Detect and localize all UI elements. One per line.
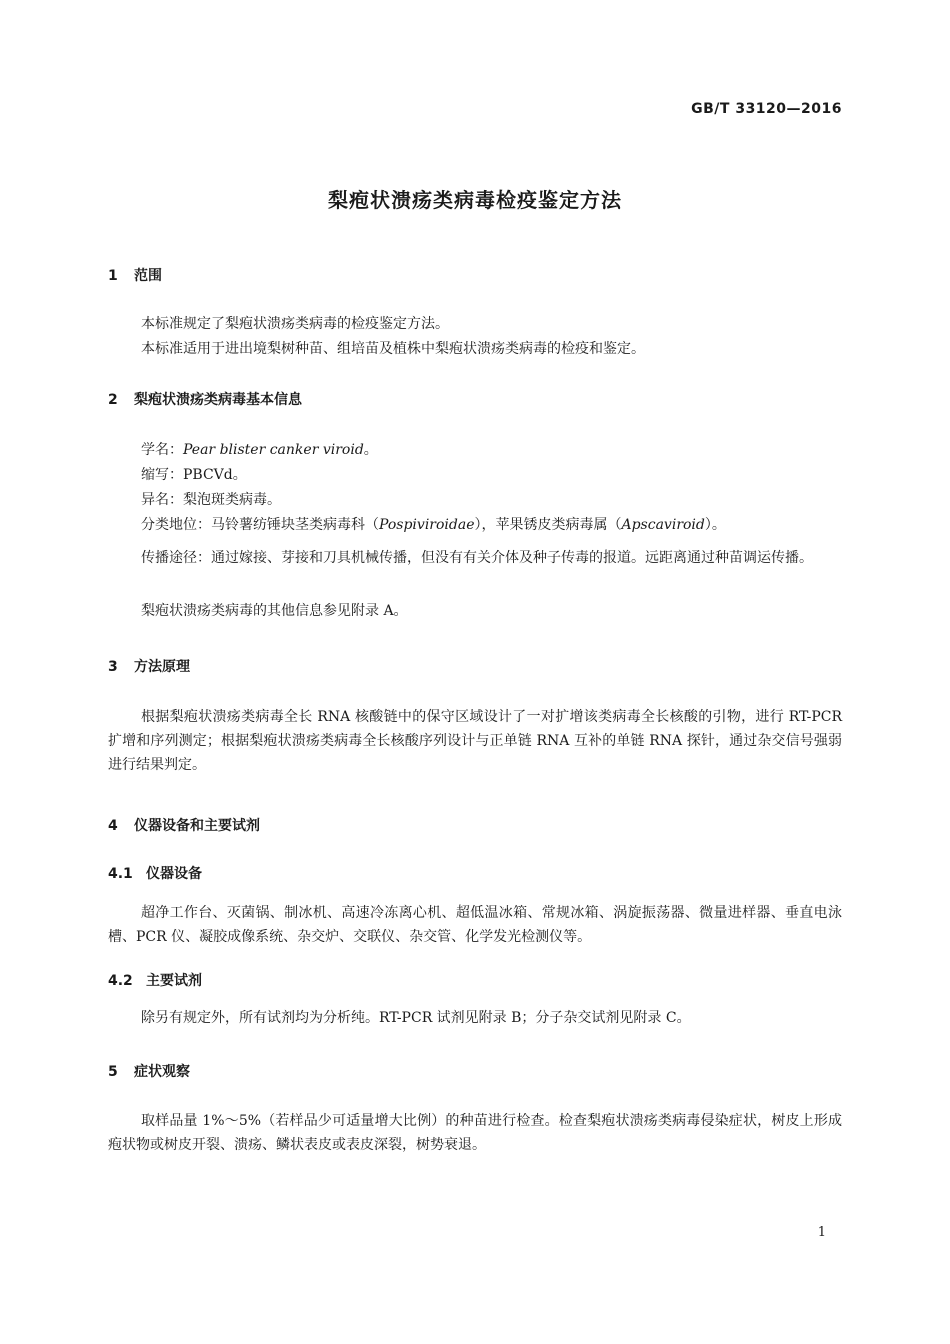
section-4-heading: [108, 815, 260, 835]
alias-line: 异名：梨泡斑类病毒。: [141, 492, 281, 508]
section-title: 方法原理: [134, 659, 190, 675]
section-number: 4: [108, 818, 118, 834]
section-title: 主要试剂: [146, 973, 202, 989]
section-3-paragraph: 根据梨疱状溃疡类病毒全长 RNA 核酸链中的保守区域设计了一对扩增该类病毒全长核酸的引物，进行 RT-PCR 扩增和序列测定；根据梨疱状溃疡类病毒全长核酸序列设计与正单链 RNA 互补的单链 RNA 探针，通过杂交信号强弱进行结果判定。: [108, 709, 842, 773]
taxonomy-text-a: 分类地位：马铃薯纺锤块茎类病毒科（: [141, 517, 379, 533]
taxonomy-text-b: ），苹果锈皮类病毒属（: [474, 517, 622, 533]
section-1-paragraph-2: 本标准适用于进出境梨树种苗、组培苗及植株中梨疱状溃疡类病毒的检疫和鉴定。: [141, 341, 645, 357]
taxonomy-text-c: ）。: [704, 517, 726, 533]
genus-name: Apscaviroid: [621, 517, 705, 533]
scientific-name: Pear blister canker viroid: [183, 442, 364, 458]
section-4-1-paragraph: 超净工作台、灭菌锅、制冰机、高速冷冻离心机、超低温冰箱、常规冰箱、涡旋振荡器、微量进样器、垂直电泳槽、PCR 仪、凝胶成像系统、杂交炉、交联仪、杂交管、化学发光检测仪等。: [108, 905, 842, 945]
section-4-2-heading: [108, 970, 202, 990]
standard-number: GB/T 33120—2016: [691, 101, 842, 117]
section-title: 仪器设备: [146, 866, 202, 882]
scientific-name-line: [108, 438, 842, 462]
scientific-name-suffix: 。: [363, 442, 378, 458]
section-number: 4.2: [108, 973, 133, 989]
section-5-paragraph: 取样品量 1%～5%（若样品少可适量增大比例）的种苗进行检查。检查梨疱状溃疡类病毒侵染症状，树皮上形成疱状物或树皮开裂、溃疡、鳞状表皮或表皮深裂，树势衰退。: [108, 1113, 842, 1153]
abbreviation-line: 缩写：PBCVd。: [141, 467, 247, 483]
document-title: 梨疱状溃疡类病毒检疫鉴定方法: [328, 188, 622, 212]
section-number: 3: [108, 659, 118, 675]
page-number: 1: [817, 1225, 826, 1240]
section-4-2-paragraph: 除另有规定外，所有试剂均为分析纯。RT-PCR 试剂见附录 B；分子杂交试剂见附录 C。: [141, 1010, 691, 1026]
section-2-heading: [108, 389, 302, 409]
transmission-paragraph: 传播途径：通过嫁接、芽接和刀具机械传播，但没有有关介体及种子传毒的报道。远距离通过种苗调运传播。: [141, 550, 813, 566]
section-1-heading: [108, 265, 162, 285]
section-title: 症状观察: [134, 1064, 190, 1080]
family-name: Pospiviroidae: [379, 517, 475, 533]
section-number: 1: [108, 268, 118, 284]
section-number: 4.1: [108, 866, 133, 882]
section-3-heading: [108, 656, 190, 676]
section-title: 仪器设备和主要试剂: [134, 818, 260, 834]
taxonomy-line: [108, 513, 842, 537]
more-info-line: 梨疱状溃疡类病毒的其他信息参见附录 A。: [141, 603, 408, 619]
section-1-paragraph-1: 本标准规定了梨疱状溃疡类病毒的检疫鉴定方法。: [141, 316, 449, 332]
section-4-1-heading: [108, 863, 202, 883]
section-5-heading: [108, 1061, 190, 1081]
section-title: 梨疱状溃疡类病毒基本信息: [134, 392, 302, 408]
section-number: 2: [108, 392, 118, 408]
section-title: 范围: [134, 268, 162, 284]
scientific-name-prefix: 学名：: [141, 442, 183, 458]
section-number: 5: [108, 1064, 118, 1080]
